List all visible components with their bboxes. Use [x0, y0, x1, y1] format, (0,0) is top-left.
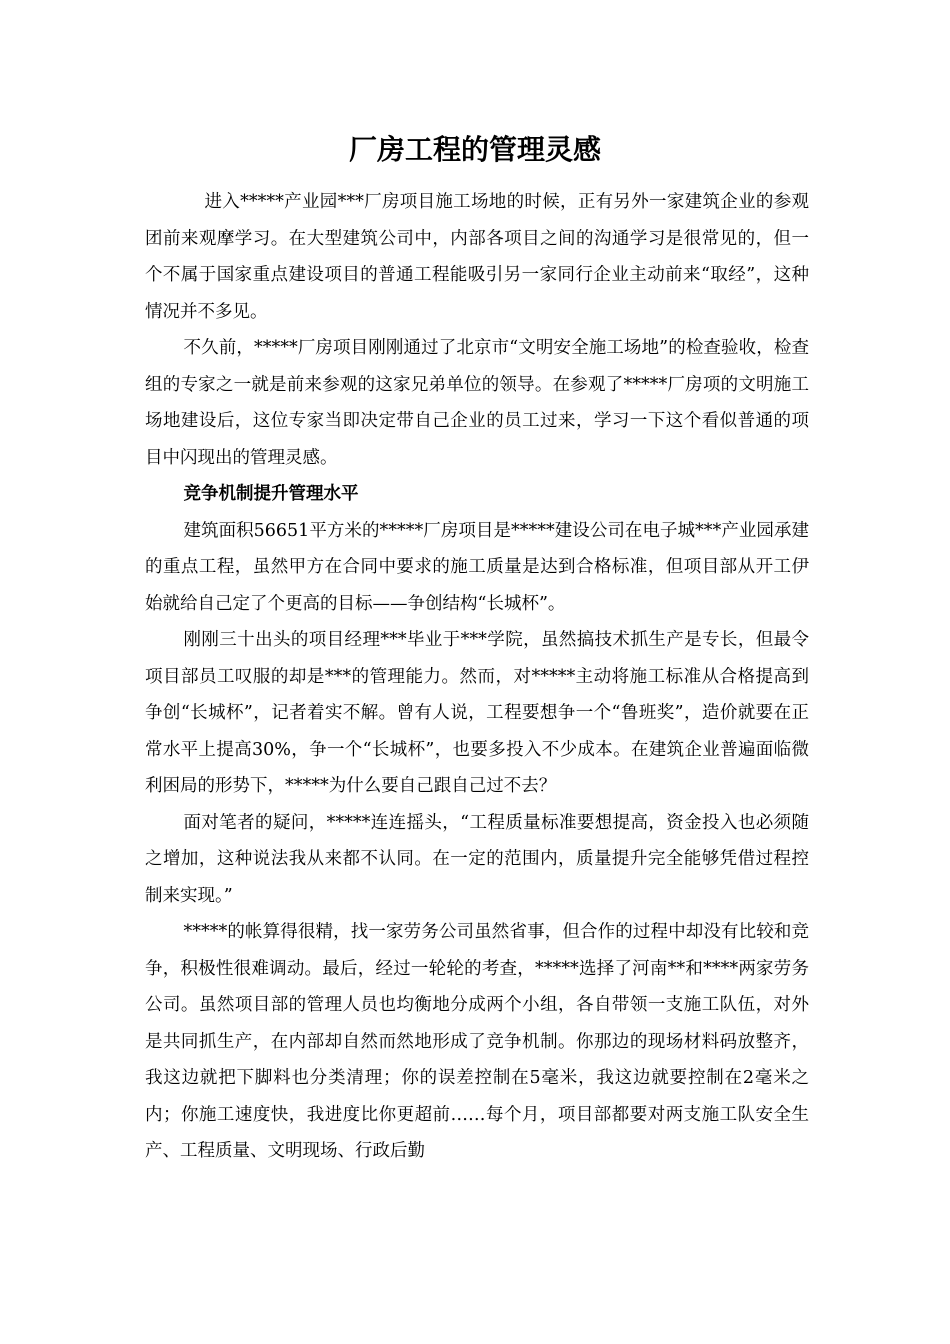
section-heading: 竞争机制提升管理水平	[183, 484, 359, 504]
paragraph: 进入*****产业园***厂房项目施工场地的时候，正有另外一家建筑企业的参观团前来观摩学习。在大型建筑公司中，内部各项目之间的沟通学习是很常见的，但一个不属于国家重点建设项目的普通工程能吸引另一家同行企业主动前来“取经”，这种情况并不多见。	[145, 192, 809, 322]
document-title: 厂房工程的管理灵感	[348, 133, 601, 166]
paragraph: 面对笔者的疑问，*****连连摇头，“工程质量标准要想提高，资金投入也必须随之增加，这种说法我从来都不认同。在一定的范围内，质量提升完全能够凭借过程控制来实现。”	[145, 812, 809, 906]
paragraph: 刚刚三十出头的项目经理***毕业于***学院，虽然搞技术抓生产是专长，但最令项目部员工叹服的却是***的管理能力。然而，对*****主动将施工标准从合格提高到争创“长城杯”，记者着实不解。曾有人说，工程要想争一个“鲁班奖”，造价就要在正常水平上提高30%，争一个“长城杯”，也要多投入不少成本。在建筑企业普遍面临微利困局的形势下，*****为什么要自己跟自己过不去？	[145, 630, 809, 796]
paragraph: 建筑面积56651平方米的*****厂房项目是*****建设公司在电子城***产业园承建的重点工程，虽然甲方在合同中要求的施工质量是达到合格标准，但项目部从开工伊始就给自己定了个更高的目标——争创结构“长城杯”。	[145, 520, 809, 614]
paragraph: 不久前，*****厂房项目刚刚通过了北京市“文明安全施工场地”的检查验收，检查组的专家之一就是前来参观的这家兄弟单位的领导。在参观了*****厂房项的文明施工场地建设后，这位专家当即决定带自己企业的员工过来，学习一下这个看似普通的项目中闪现出的管理灵感。	[145, 338, 809, 468]
paragraph: *****的帐算得很精，找一家劳务公司虽然省事，但合作的过程中却没有比较和竞争，积极性很难调动。最后，经过一轮轮的考查，*****选择了河南**和****两家劳务公司。虽然项目部的管理人员也均衡地分成两个小组，各自带领一支施工队伍，对外是共同抓生产，在内部却自然而然地形成了竞争机制。你那边的现场材料码放整齐，我这边就把下脚料也分类清理；你的误差控制在5毫米，我这边就要控制在2毫米之内；你施工速度快，我进度比你更超前……每个月，项目部都要对两支施工队安全生产、工程质量、文明现场、行政后勤	[145, 922, 809, 1161]
document-body	[145, 184, 809, 1170]
